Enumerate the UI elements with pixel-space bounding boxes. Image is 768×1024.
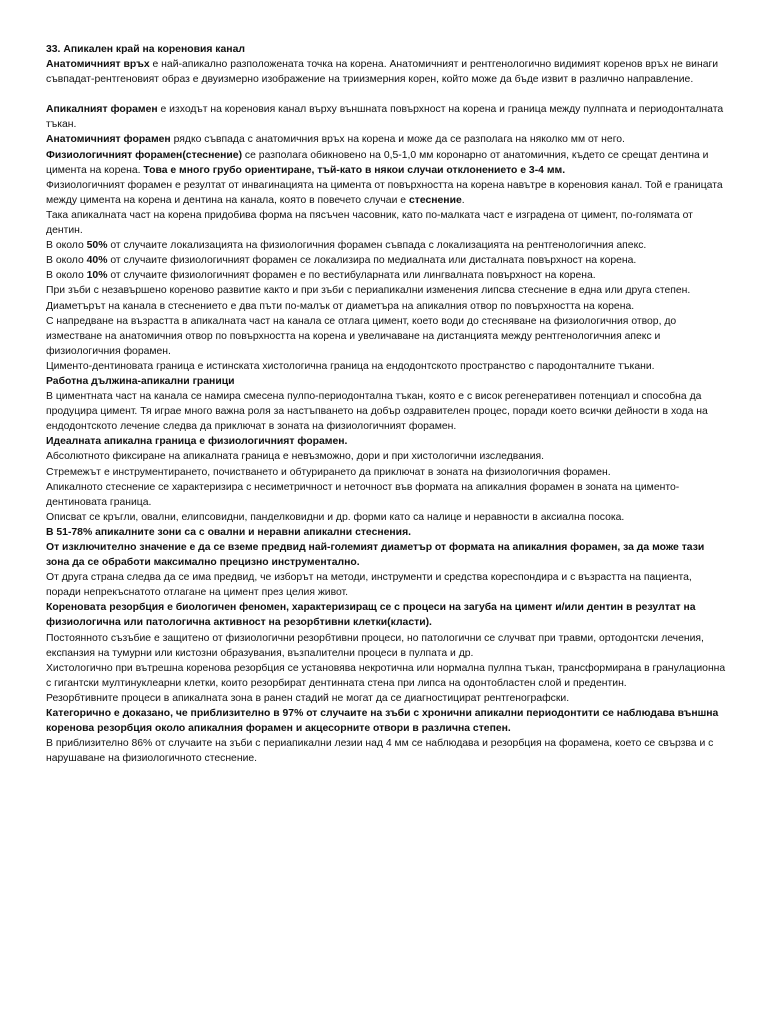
text-run: Постоянното съзъбие е защитено от физиологични резорбтивни процеси, но патологични се случват при травми, ортодонтски лечения, експанзия на тумурни или кистозни образувания, възпалителни процеси в пулпата и др. <box>46 632 704 659</box>
text-run: е изходът на кореновия канал върху външната повърхност на корена и граница между пулпната и периодонталната тъкан. <box>46 104 724 131</box>
paragraph <box>46 434 726 449</box>
text-run: от случаите физиологичният форамен се локализира по медиалната или дисталната повърхност на корена. <box>107 255 637 267</box>
bold-run: стеснение <box>408 194 462 206</box>
paragraph <box>46 600 726 630</box>
text-run: Стремежът е инструментирането, почистването и обтурирането да приключат в зоната на физиологичния форамен. <box>46 466 611 478</box>
bold-run: физиологичният форамен. <box>207 436 348 448</box>
bold-run: 50% <box>86 240 108 252</box>
text-run: е най-апикално разположената точка на корена. Анатомичният и рентгенологично видимият коренов връх не винаги съвпадат-рентгеновият образ е двуизмерно изображение на триизмерния корен, който може да бъде извит в различно направление. <box>46 59 719 86</box>
text-run: Хистологично при вътрешна коренова резорбция се установява некротична или нормална пулпна тъкан, трансформирана в гранулационна с гигантски мултинуклеарни клетки, които резорбират дентинната стена при липса на одонтобластен слой и предентин. <box>46 662 726 689</box>
paragraph <box>46 253 726 268</box>
text-run: се разполага обикновено на 0,5-1,0 мм коронарно от анатомичния, където се срещат дентина и цимента на корена. <box>46 149 709 176</box>
paragraph <box>46 510 726 525</box>
paragraph <box>46 314 726 359</box>
paragraph <box>46 525 726 540</box>
text-run: Апикалното стеснение се характеризира с несиметричност и неточност във формата на апикалния форамен в зоната на цименто-дентиновата граница. <box>46 481 680 508</box>
text-run: В около <box>46 255 87 267</box>
text-run: Диаметърът на канала в стеснението е два пъти по-малък от диаметъра на апикалния отвор по повърхността на корена. <box>46 300 635 312</box>
bold-run: 40% <box>86 255 108 267</box>
paragraph <box>46 57 726 87</box>
bold-run: Работна дължина-апикални граници <box>46 375 235 387</box>
document-title: 33. Апикален край на кореновия канал <box>46 44 245 55</box>
bold-run: Анатомичният форамен <box>46 134 171 146</box>
text-run: . <box>461 194 465 206</box>
text-run: от случаите локализацията на физиологичния форамен съвпада с локализацията на рентгенологичния апекс. <box>107 240 647 252</box>
paragraph <box>46 132 726 147</box>
paragraph <box>46 148 726 178</box>
paragraph <box>46 631 726 661</box>
bold-run: Идеалната апикална граница е <box>46 436 208 448</box>
text-run: рядко съвпада с анатомичния връх на корена и може да се разполага на няколко мм от него. <box>170 134 625 146</box>
text-run: В около <box>46 240 87 252</box>
text-run: Физиологичният форамен е резултат от инвагинацията на цимента от повърхността на корена навътре в кореновия канал. Той е границата между цимента на корена и дентина на канала, която в повечето случаи е <box>46 179 723 206</box>
bold-run: Това е много грубо ориентиране, тъй-като в някои случаи отклонението е 3-4 мм. <box>143 164 566 176</box>
paragraph <box>46 661 726 691</box>
paragraph <box>46 208 726 238</box>
paragraph <box>46 389 726 434</box>
paragraph <box>46 283 726 298</box>
paragraph-list <box>46 57 726 766</box>
paragraph <box>46 449 726 464</box>
paragraph <box>46 178 726 208</box>
paragraph <box>46 540 726 570</box>
paragraph <box>46 480 726 510</box>
bold-run: Апикалният форамен <box>46 104 158 116</box>
paragraph <box>46 736 726 766</box>
text-run: В около <box>46 270 87 282</box>
text-run: Абсолютното фиксиране на апикалната граница е невъзможно, дори и при хистологични изследвания. <box>46 451 545 463</box>
paragraph <box>46 465 726 480</box>
paragraph <box>46 691 726 706</box>
paragraph <box>46 238 726 253</box>
text-run: В приблизително 86% от случаите на зъби с периапикални лезии над 4 мм се наблюдава и резорбция на форамена, което се свързва и с нарушаване на физиологичното стеснение. <box>46 738 714 765</box>
paragraph <box>46 102 726 132</box>
text-run: В циментната част на канала се намира смесена пулпо-периодонтална тъкан, която е с висок регенеративен потенциал и способна да продуцира цимент. Тя играе много важна роля за настъпването на добър оздравителен процес, поради което всички дейности в хода на ендодонтското лечение следва да приключат в зоната на физиологичният форамен. <box>46 391 708 433</box>
text-run: Резорбтивните процеси в апикалната зона в ранен стадий не могат да се диагностицират рентгенографски. <box>46 692 570 704</box>
paragraph <box>46 570 726 600</box>
document-body <box>46 42 726 766</box>
paragraph <box>46 299 726 314</box>
paragraph <box>46 706 726 736</box>
text-run: от случаите физиологичният форамен е по вестибуларната или лингвалната повърхност на корена. <box>107 270 596 282</box>
text-run: Така апикалната част на корена придобива форма на пясъчен часовник, като по-малката част е изградена от цимент, по-голямата от дентин. <box>46 209 693 237</box>
bold-run: Кореновата резорбция е биологичен феномен, характеризиращ се с процеси на загуба на цимент и/или дентин в резултат на физиологична или патологична активност на резорбтивни клетки(класти). <box>46 602 696 629</box>
paragraph <box>46 374 726 389</box>
paragraph <box>46 268 726 283</box>
bold-run: 10% <box>86 270 108 282</box>
text-run: С напредване на възрастта в апикалната част на канала се отлага цимент, което води до стесняване на физиологичния отвор, до изместване на анатомичния отвор по повърхността на корена и увеличаване на дистанцията между рентгенологичния апекс и физиологичния форамен. <box>46 315 677 357</box>
text-run: Циментo-дентиновата граница е истинската хистологична граница на ендодонтското пространство с пародонталните тъкани. <box>46 360 655 372</box>
bold-run: Физиологичният форамен(стеснение) <box>46 149 243 161</box>
text-run: При зъби с незавършено кореново развитие както и при зъби с периапикални изменения липсва стеснение в една или друга степен. <box>46 285 691 297</box>
bold-run: Категорично е доказано, че приблизително в 97% от случаите на зъби с хронични апикални периодонтити се наблюдава външна коренова резорбция около апикалния форамен и акцесорните отвори в различна степен. <box>46 708 719 735</box>
text-run: Описват се кръгли, овални, елипсовидни, панделковидни и др. форми като са налице и неравности в аксиална посока. <box>46 511 625 523</box>
bold-run: От изключително значение е да се вземе предвид най-големият диаметър от формата на апикалния форамен, за да може тази зона да се обработи максимално прецизно инструментално. <box>46 542 705 569</box>
bold-run: Анатомичният връх <box>46 59 150 71</box>
paragraph <box>46 359 726 374</box>
bold-run: В 51-78% апикалните зони са с овални и неравни апикални стеснения. <box>46 526 412 538</box>
text-run: От друга страна следва да се има предвид, че изборът на методи, инструменти и средства кореспондира и с възрастта на пациента, поради непрекъснатото отлагане на цимент през целия живот. <box>46 572 692 599</box>
